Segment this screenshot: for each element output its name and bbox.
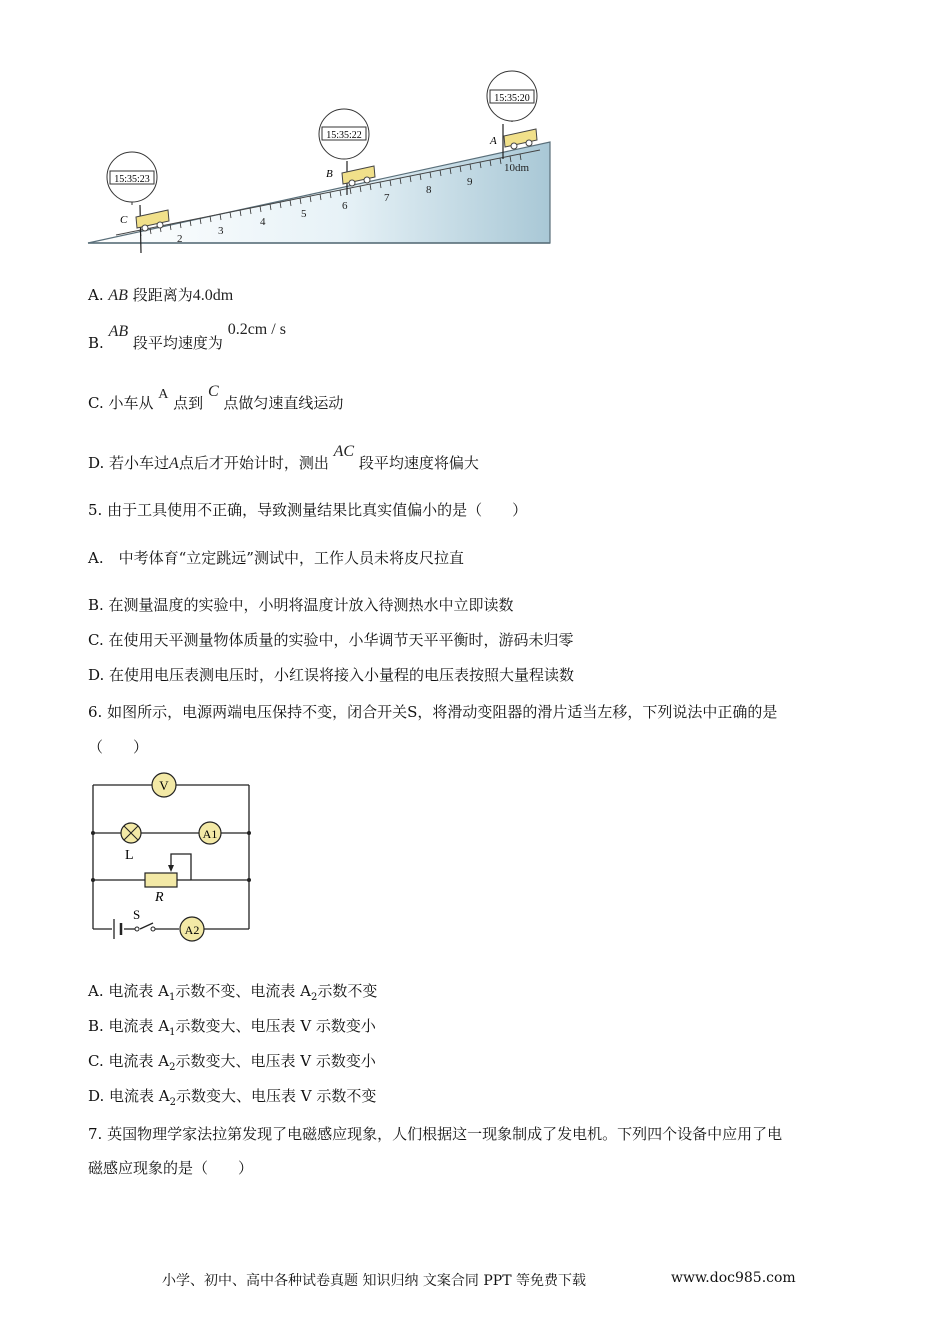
switch-label: S	[133, 907, 141, 922]
incline-figure	[80, 65, 560, 255]
svg-text:15:35:22: 15:35:22	[326, 130, 362, 141]
q6-option-d: D. 电流表 $A_2$示数变大、电压表 V 示数不变	[88, 1087, 377, 1108]
tick-label: 7	[384, 192, 390, 204]
tick-label: 10dm	[504, 162, 530, 174]
cart-a	[489, 129, 537, 149]
svg-text:A2: A2	[184, 923, 200, 937]
circuit-diagram	[85, 768, 260, 948]
q4-option-b: B. AB 段平均速度为 0.2cm / s	[88, 321, 286, 352]
q6-option-c: C. 电流表 $A_2$示数变大、电压表 V 示数变小	[88, 1052, 376, 1073]
q6-option-a: A. 电流表 $A_1$示数不变、电流表 $A_2$示数不变	[88, 982, 378, 1003]
svg-text:15:35:23: 15:35:23	[114, 174, 150, 185]
q4-option-c: C. 小车从 A 点到 C 点做匀速直线运动	[88, 383, 344, 412]
tick-label: 3	[218, 225, 224, 237]
lamp	[121, 823, 141, 863]
incline-ramp	[88, 142, 550, 243]
q5-option-d: D. 在使用电压表测电压时，小红误将接入小量程的电压表按照大量程读数	[88, 666, 575, 684]
footer-text: 小学、初中、高中各种试卷真题 知识归纳 文案合同 PPT 等免费下载	[162, 1273, 586, 1289]
cart-b	[326, 166, 375, 186]
q7-stem-line1: 7. 英国物理学家法拉第发现了电磁感应现象，人们根据这一现象制成了发电机。下列四个设备中应用了电	[88, 1125, 783, 1143]
q5-option-c: C. 在使用天平测量物体质量的实验中，小华调节天平平衡时，游码未归零	[88, 631, 574, 649]
svg-text:B: B	[326, 168, 333, 180]
tick-label: 2	[177, 233, 183, 245]
svg-text:A: A	[490, 135, 497, 147]
q6-option-b: B. 电流表 $A_1$示数变大、电压表 V 示数变小	[88, 1017, 376, 1038]
q4-option-d: D. 若小车过A点后才开始计时，测出 AC 段平均速度将偏大	[88, 443, 479, 472]
q5-option-a: A. 中考体育“立定跳远”测试中，工作人员未将皮尺拉直	[88, 549, 464, 567]
footer-url[interactable]: www.doc985.com	[671, 1270, 796, 1286]
clock-c	[107, 152, 157, 205]
cart-c	[120, 210, 169, 231]
svg-text:A1: A1	[202, 827, 218, 841]
svg-text:R: R	[155, 890, 164, 905]
q5-option-b: B. 在测量温度的实验中，小明将温度计放入待测热水中立即读数	[88, 596, 514, 614]
tick-label: 9	[467, 176, 473, 188]
tick-label: 8	[426, 184, 432, 196]
ammeter-a1	[199, 822, 221, 844]
svg-text:15:35:20: 15:35:20	[494, 93, 530, 104]
q4-option-a: A. AB 段距离为4.0dm	[88, 286, 234, 304]
rheostat	[145, 873, 177, 905]
svg-text:L: L	[125, 848, 134, 863]
clock-a	[487, 71, 537, 122]
tick-label: 5	[301, 208, 307, 220]
q6-paren: （ ）	[88, 738, 149, 756]
q5-stem: 5. 由于工具使用不正确，导致测量结果比真实值偏小的是（ ）	[88, 501, 528, 519]
voltmeter	[152, 773, 176, 797]
tick-label: 4	[260, 216, 266, 228]
q7-stem-line2: 磁感应现象的是（ ）	[88, 1159, 254, 1177]
ammeter-a2	[180, 917, 204, 941]
clock-b	[319, 109, 369, 159]
q6-stem: 6. 如图所示，电源两端电压保持不变，闭合开关S，将滑动变阻器的滑片适当左移，下列说法中正确的是	[88, 703, 778, 721]
svg-text:C: C	[120, 214, 128, 226]
svg-text:V: V	[159, 778, 169, 793]
tick-label: 6	[342, 200, 348, 212]
